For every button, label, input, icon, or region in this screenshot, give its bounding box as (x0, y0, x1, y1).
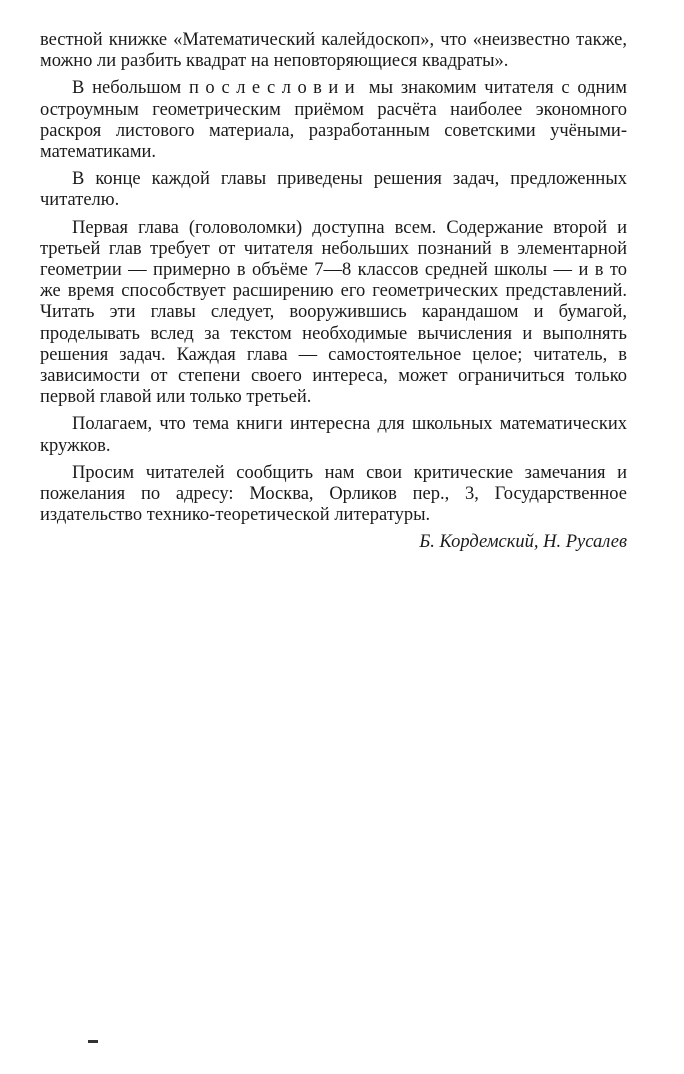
paragraph-2-start: В небольшом (72, 78, 189, 99)
print-mark (88, 1040, 98, 1043)
paragraph-5: Полагаем, что тема книги интересна для школьных математических кружков. (40, 414, 627, 456)
paragraph-2-end: мы знакомим читателя с одним остроумным геометрическим приёмом расчёта наиболее экономного раскроя листового материала, разработанным советскими учёными-математиками. (40, 78, 627, 163)
paragraph-2-spaced-word: послесловии (188, 78, 362, 99)
paragraph-4: Первая глава (головоломки) доступна всем. Содержание второй и третьей глав требует от читателя небольших познаний в элементарной геометрии — примерно в объёме 7—8 классов средней школы — и в то же время способствует расширению его геометрических представлений. Читать эти главы следует, вооружившись карандашом и бумагой, проделывать вслед за текстом необходимые вычисления и выполнять решения задач. Каждая глава — самостоятельное целое; читатель, в зависимости от степени своего интереса, может ограничиться только первой главой или только третьей. (40, 217, 627, 408)
paragraph-3: В конце каждой главы приведены решения задач, предложенных читателю. (40, 169, 627, 211)
paragraph-2 (40, 78, 627, 163)
page-body (40, 30, 627, 572)
paragraph-1: вестной книжке «Математический калейдоскоп», что «неизвестно также, можно ли разбить квадрат на неповторяющиеся квадраты». (40, 30, 627, 72)
paragraph-6: Просим читателей сообщить нам свои критические замечания и пожелания по адресу: Москва, Орликов пер., 3, Государственное издательство технико-теоретической литературы. (40, 462, 627, 526)
signature: Б. Кордемский, Н. Русалев (419, 532, 627, 553)
